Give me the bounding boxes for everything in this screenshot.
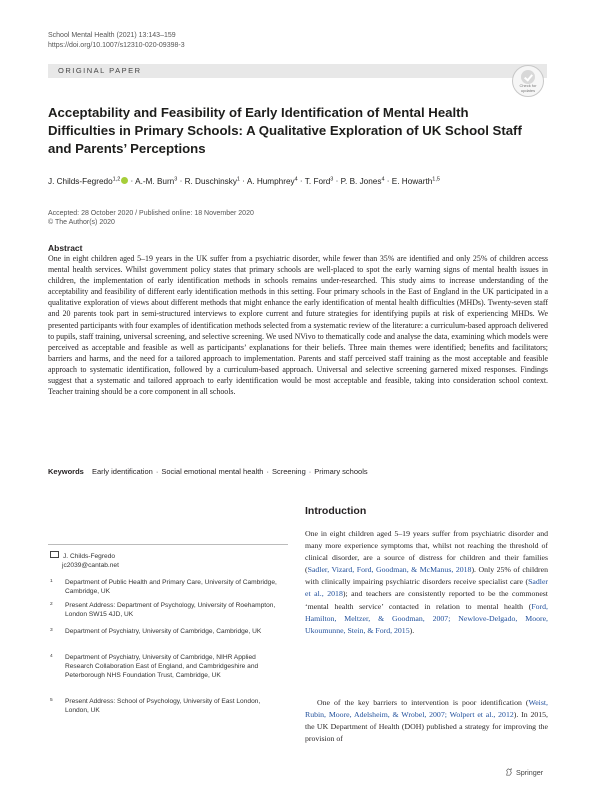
keyword-separator: ·	[308, 467, 312, 476]
author-separator: ·	[297, 176, 305, 186]
citation-link[interactable]: Sadler, Vizard, Ford, Goodman, & McManus, 2018	[307, 565, 472, 575]
journal-header	[48, 31, 185, 51]
contact-name: J. Childs-Fegredo	[63, 553, 116, 560]
copyright-notice: © The Author(s) 2020	[48, 219, 115, 226]
journal-citation: School Mental Health (2021) 13:143–159	[48, 32, 176, 39]
affiliation-text: Department of Public Health and Primary Care, University of Cambridge, Cambridge, UK	[65, 579, 277, 595]
introduction-paragraph-1	[305, 528, 548, 637]
text-run: ); and teachers are consistently reported to be the commonest ‘mental health service’ contacted in relation to mental health (	[305, 589, 548, 611]
introduction-paragraph-2	[305, 697, 548, 745]
text-run: ).	[409, 625, 415, 635]
affiliation	[50, 698, 285, 716]
affiliation	[50, 628, 285, 637]
text-run: ). In 2015, the UK Department of Health (DOH) published a strategy for improving the provision of	[305, 710, 548, 744]
author-separator: ·	[239, 176, 247, 186]
affiliation	[50, 602, 285, 620]
keywords-list	[92, 467, 368, 476]
publication-dates	[48, 209, 254, 227]
author-affiliation-ref: 3	[174, 176, 178, 182]
author-name: A.-M. Burn	[135, 176, 175, 186]
corresponding-author	[50, 551, 119, 570]
author-name: T. Ford	[304, 176, 331, 186]
check-icon	[521, 70, 535, 84]
affiliation	[50, 654, 285, 680]
author-affiliation-ref: 4	[294, 176, 298, 182]
author[interactable]	[185, 177, 240, 186]
author-separator: ·	[177, 176, 185, 186]
author-name: R. Duschinsky	[184, 176, 237, 186]
affiliation-number: 3	[50, 628, 53, 633]
affiliation-number: 2	[50, 602, 53, 607]
affiliation-text: Present Address: School of Psychology, University of East London, London, UK	[65, 698, 261, 714]
check-for-updates-label: Check for updates	[519, 83, 537, 93]
author-name: A. Humphrey	[246, 176, 295, 186]
footnote-divider	[48, 544, 288, 545]
author-list	[48, 176, 548, 186]
author-affiliation-ref: 4	[381, 176, 385, 182]
author-separator: ·	[384, 176, 392, 186]
publisher-footer	[505, 768, 543, 777]
contact-email[interactable]: jc2039@cantab.net	[62, 562, 119, 569]
author[interactable]	[341, 177, 385, 186]
citation-link[interactable]: Weist, Rubin, Moore, Adelsheim, & Wrobel, 2007; Wolpert et al., 2012	[305, 698, 548, 720]
abstract-text: One in eight children aged 5–19 years in the UK suffer from a psychiatric disorder, while fewer than 35% are identified and only 25% of children access mental health services. Whilst government policy states that primary schools are well-placed to spot the early warning signs of mental health issues in children, the implementation of early identification methods in schools remains under-researched. This study aims to increase understanding of the acceptability and feasibility of different early identification methods in this setting. Four primary schools in the East of England in the UK participated in a qualitative exploration of views about different methods that might enhance the early identification of mental health difficulties (MHDs). Twenty-seven staff and 20 parents took part in semi-structured interviews to explore current and future strategies for identifying pupils at risk of experiencing MHDs. We presented participants with four examples of identification methods selected from a systematic review of the literature: a curriculum-based approach delivered to pupils, staff training, universal screening, and selective screening. We used NVivo to thematically code and analyse the data, examining which models were perceived as acceptable and feasible as well as participants’ explanations for their beliefs. Three main themes were identified; benefits and facilitators; barriers and harms, and the need for a tailored approach to implementation. Parents and staff perceived staff training as the most acceptable and feasible approach to systematic identification, followed by a curriculum-based approach. Universal and selective screening garnered mixed responses. Findings suggest that a systematic and tailored approach to early identification would be most acceptable and feasible, taking into consideration school context. Teacher training should be a core component in all schools.	[48, 254, 548, 397]
affiliation-number: 4	[50, 654, 53, 659]
keyword-separator: ·	[155, 467, 159, 476]
keyword: Primary schools	[314, 467, 368, 476]
keyword-separator: ·	[266, 467, 269, 476]
author-separator: ·	[333, 176, 341, 186]
paper-type-bar: ORIGINAL PAPER	[48, 64, 547, 78]
springer-horse-icon	[505, 768, 513, 776]
citation-link[interactable]: Sadler et al., 2018	[305, 577, 548, 599]
author[interactable]	[392, 177, 440, 186]
keyword: Screening	[271, 467, 306, 476]
author[interactable]	[135, 177, 177, 186]
abstract-heading: Abstract	[48, 243, 83, 253]
author-affiliation-ref: 3	[330, 176, 334, 182]
check-for-updates-badge[interactable]	[512, 65, 544, 97]
publisher-name: Springer	[516, 768, 544, 777]
accepted-published-dates: Accepted: 28 October 2020 / Published online: 18 November 2020	[48, 210, 254, 217]
author-affiliation-ref: 1,2	[112, 176, 121, 182]
author-affiliation-ref: 1	[236, 176, 240, 182]
text-run: One of the key barriers to intervention is poor identification (	[317, 698, 529, 707]
affiliation-text: Present Address: Department of Psychology, University of Roehampton, London SW15 4JD, UK	[65, 602, 276, 618]
author-affiliation-ref: 1,5	[432, 176, 440, 182]
author[interactable]	[305, 177, 334, 186]
affiliation-number: 5	[50, 698, 53, 703]
citation-link[interactable]: Ford, Hamilton, Meltzer, & Goodman, 2007; Newlove-Delgado, Moore, Ukoumunne, Stein, & Ford, 2015	[305, 601, 548, 635]
author[interactable]	[48, 177, 128, 186]
doi-link[interactable]: https://doi.org/10.1007/s12310-020-09398-3	[48, 42, 185, 49]
affiliation-text: Department of Psychiatry, University of Cambridge, NIHR Applied Research Collaboration East of England, and Cambridgeshire and Peterborough NHS Foundation Trust, Cambridge, UK	[65, 654, 259, 679]
affiliation-number: 1	[50, 579, 53, 584]
envelope-icon	[50, 551, 59, 558]
keyword: Early identification	[91, 467, 153, 476]
keywords-label: Keywords	[48, 467, 84, 476]
paper-title: Acceptability and Feasibility of Early Identification of Mental Health Difficulties in Primary Schools: A Qualitative Exploration of UK School Staff and Parents’ Perceptions	[48, 105, 522, 156]
affiliation-text: Department of Psychiatry, University of Cambridge, Cambridge, UK	[65, 628, 262, 635]
author-name: J. Childs-Fegredo	[48, 176, 113, 186]
author-name: E. Howarth	[391, 176, 433, 186]
author[interactable]	[247, 177, 298, 186]
introduction-heading: Introduction	[305, 505, 367, 517]
author-separator: ·	[128, 176, 136, 186]
keyword: Social emotional mental health	[161, 467, 264, 476]
author-name: P. B. Jones	[340, 176, 382, 186]
text-run: One in eight children aged 5–19 years suffer from psychiatric disorder and many more experience symptoms that, whilst not reaching the threshold of clinical disorder, are a source of distress for children and their families (	[305, 529, 548, 575]
affiliation	[50, 579, 285, 597]
text-run: ). Only 25% of children with clinically impairing psychiatric disorders receive specialist care (	[305, 565, 548, 587]
keywords	[48, 467, 548, 476]
